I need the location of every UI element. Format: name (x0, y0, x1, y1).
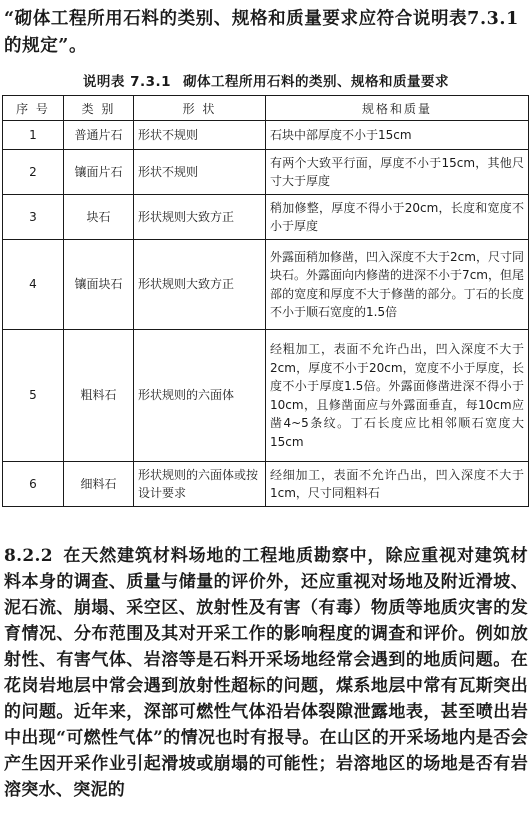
cell-spec: 石块中部厚度不小于15cm (266, 121, 529, 150)
table-header-row (3, 96, 529, 121)
cell-shape: 形状不规则 (134, 150, 266, 195)
cell-type: 镶面片石 (64, 150, 134, 195)
cell-no: 4 (3, 240, 64, 330)
cell-spec: 外露面稍加修凿，凹入深度不大于2cm，尺寸同块石。外露面向内修凿的进深不小于7cm，但尾部的宽度和厚度不大于修凿的部分。丁石的长度不小于顺石宽度的1.5倍 (266, 240, 529, 330)
cell-shape: 形状规则的六面体或按设计要求 (134, 462, 266, 507)
cell-shape: 形状规则的六面体 (134, 330, 266, 462)
cell-no: 2 (3, 150, 64, 195)
cell-spec: 经粗加工，表面不允许凸出，凹入深度不大于2cm，厚度不小于20cm，宽度不小于厚度，长度不小于厚度1.5倍。外露面修凿进深不得小于10cm，且修凿面应与外露面垂直，每10cm应凿4~5条纹。丁石长度应比相邻顺石宽度大15cm (266, 330, 529, 462)
cell-type: 块石 (64, 195, 134, 240)
table-row (3, 330, 529, 462)
header-spec: 规格和质量 (266, 96, 529, 121)
cell-no: 3 (3, 195, 64, 240)
cell-spec: 稍加修整，厚度不得小于20cm，长度和宽度不小于厚度 (266, 195, 529, 240)
header-no: 序 号 (3, 96, 64, 121)
cell-spec: 有两个大致平行面，厚度不小于15cm，其他尺寸大于厚度 (266, 150, 529, 195)
header-type: 类 别 (64, 96, 134, 121)
table-caption (0, 70, 532, 90)
intro-paragraph: “砌体工程所用石料的类别、规格和质量要求应符合说明表7.3.1的规定”。 (4, 9, 519, 56)
table-row (3, 150, 529, 195)
cell-no: 1 (3, 121, 64, 150)
cell-type: 镶面块石 (64, 240, 134, 330)
table-row (3, 240, 529, 330)
table-title: 砌体工程所用石料的类别、规格和质量要求 (183, 74, 450, 90)
table-row (3, 195, 529, 240)
table-row (3, 121, 529, 150)
stone-spec-table (2, 95, 529, 507)
cell-type: 粗料石 (64, 330, 134, 462)
section-text: 在天然建筑材料场地的工程地质勘察中，除应重视对建筑材料本身的调查、质量与储量的评价外，还应重视对场地及附近滑坡、泥石流、崩塌、采空区、放射性及有害（有毒）物质等地质灾害的发育情况、分布范围及其对开采工作的影响程度的调查和评价。例如放射性、有害气体、岩溶等是石料开采场地经常会遇到的地质问题。在花岗岩地层中常会遇到放射性超标的问题，煤系地层中常有瓦斯突出的问题。近年来，深部可燃性气体沿岩体裂隙泄露地表，甚至喷出岩中出现“可燃性气体”的情况也时有报导。在山区的开采场地内是否会产生因开采作业引起滑坡或崩塌的可能性；岩溶地区的场地是否有岩溶突水、突泥的 (4, 546, 528, 800)
cell-no: 5 (3, 330, 64, 462)
cell-shape: 形状规则大致方正 (134, 195, 266, 240)
table-number: 说明表 7.3.1 (82, 74, 172, 90)
cell-spec: 经细加工，表面不允许凸出，凹入深度不大于1cm，尺寸同粗料石 (266, 462, 529, 507)
cell-shape: 形状规则大致方正 (134, 240, 266, 330)
cell-type: 普通片石 (64, 121, 134, 150)
table-row (3, 462, 529, 507)
section-number: 8.2.2 (4, 546, 53, 566)
cell-type: 细料石 (64, 462, 134, 507)
header-shape: 形 状 (134, 96, 266, 121)
cell-no: 6 (3, 462, 64, 507)
section-paragraph (4, 543, 528, 803)
cell-shape: 形状不规则 (134, 121, 266, 150)
